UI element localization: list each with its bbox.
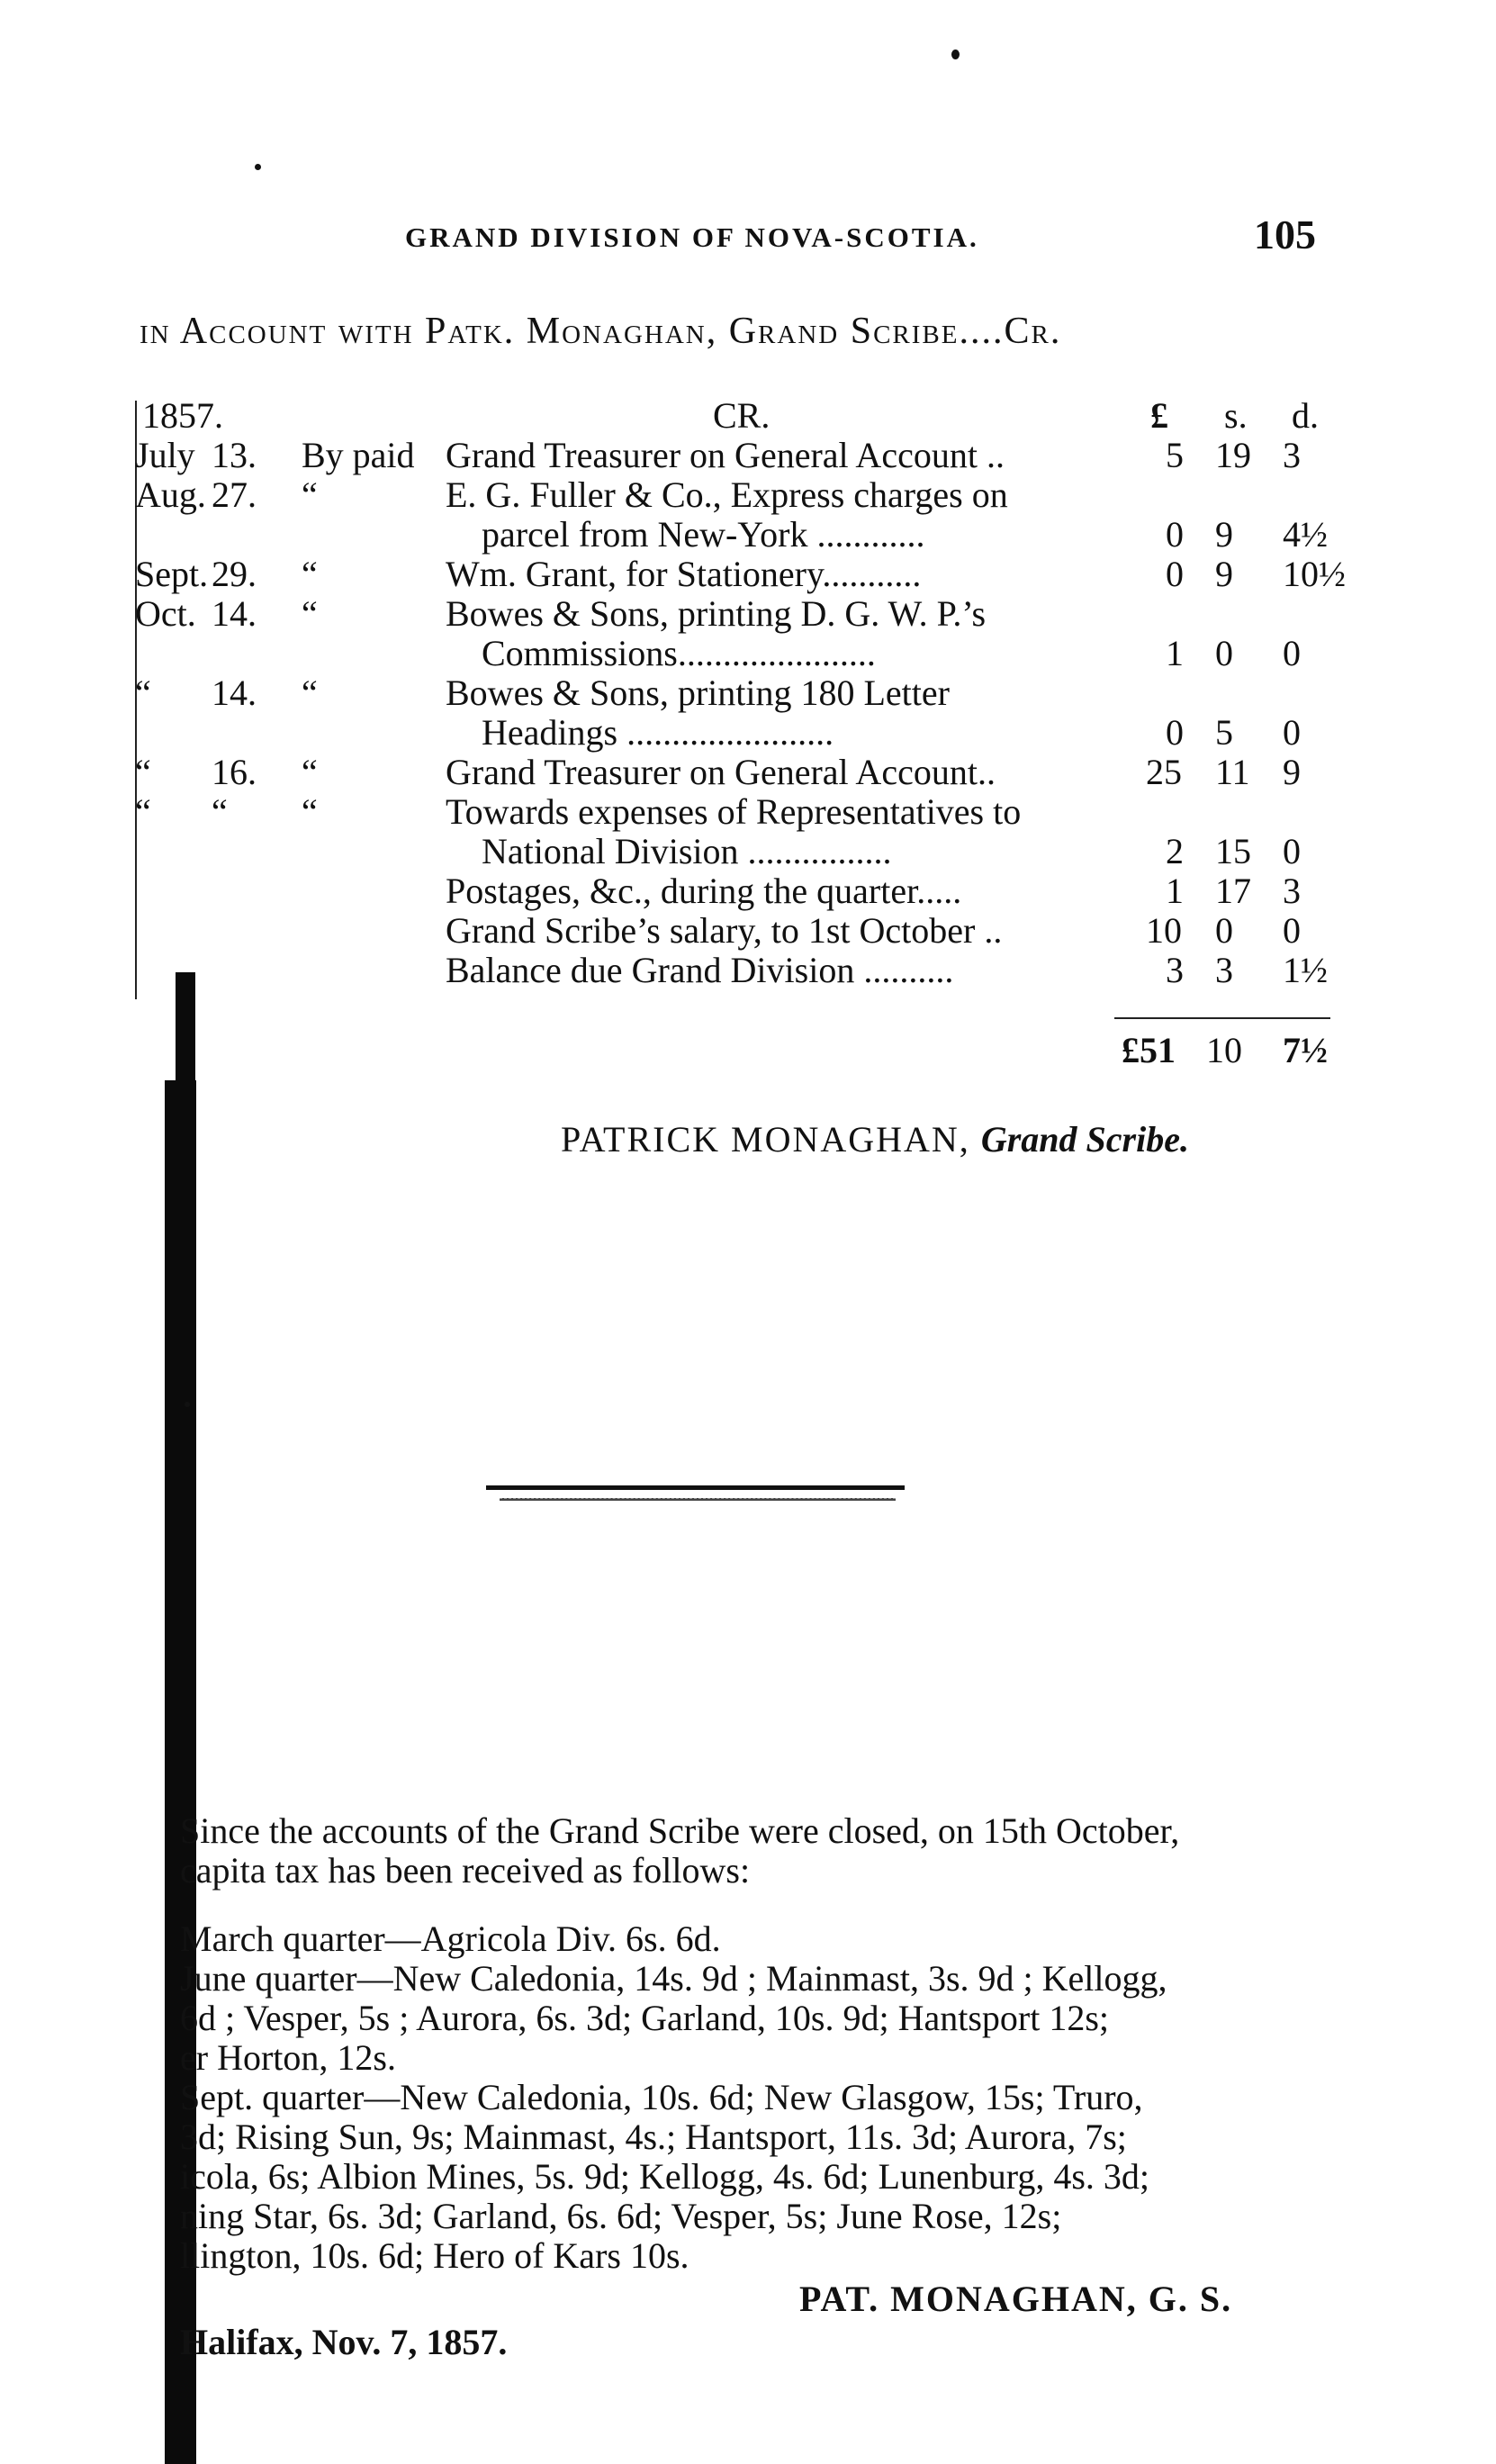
ledger-cell-month: Oct. [135,593,196,634]
ink-speck [951,50,960,59]
note-line: icola, 6s; Albion Mines, 5s. 9d; Kellogg, 4s. 6d; Lunenburg, 4s. 3d; [180,2156,1150,2197]
ledger-cell-text: E. G. Fuller & Co., Express charges on [446,474,1008,515]
ledger-cell-l: 0 [1166,554,1184,594]
ledger-cell-s: 0 [1215,633,1233,673]
ledger-cell-day: 13. [212,435,257,475]
ledger-cell-s: 17 [1215,871,1251,911]
ledger-cell-s: 15 [1215,831,1251,871]
ledger-cell-text: Headings ....................... [482,712,834,753]
ledger-cell-s: 11 [1215,752,1250,792]
ledger-cell-day: 14. [212,593,257,634]
total-rule [1114,1017,1330,1019]
ledger-cell-text: parcel from New-York ............ [482,514,925,555]
note-line: capita tax has been received as follows: [180,1850,751,1891]
place-date: Halifax, Nov. 7, 1857. [180,2322,508,2362]
ledger-cell-d: 0 [1283,831,1301,871]
ledger-title-header: CR. [713,395,771,436]
note-line: Since the accounts of the Grand Scribe were closed, on 15th October, [180,1810,1180,1851]
ledger-cell-day: 16. [212,752,257,792]
ledger-cell-s: 5 [1215,712,1233,753]
total-pence: 7½ [1283,1030,1328,1070]
ledger-cell-text: Postages, &c., during the quarter..... [446,871,962,911]
ledger-cell-day: 27. [212,474,257,515]
ledger-cell-text: Grand Treasurer on General Account.. [446,752,996,792]
ledger-cell-by: “ [302,593,318,634]
ledger-cell-text: Towards expenses of Representatives to [446,791,1022,832]
ledger-cell-text: Commissions...................... [482,633,876,673]
ledger-cell-d: 0 [1283,633,1301,673]
note-line: 3d; Rising Sun, 9s; Mainmast, 4s.; Hantsport, 11s. 3d; Aurora, 7s; [180,2117,1127,2157]
note-signature: PAT. MONAGHAN, G. S. [799,2279,1233,2319]
signature-name: PATRICK MONAGHAN, [561,1119,970,1160]
ledger-cell-s: 0 [1215,910,1233,951]
ledger-cell-day: “ [212,791,228,832]
ledger-cell-month: “ [135,752,151,792]
note-line: llington, 10s. 6d; Hero of Kars 10s. [180,2235,689,2276]
ledger-cell-l: 1 [1166,633,1184,673]
ledger-year-header: 1857. [142,395,223,436]
ledger-cell-text: National Division ................ [482,831,892,871]
ledger-signature [561,1118,1189,1160]
ledger-cell-l: 1 [1166,871,1184,911]
ledger-cell-month: July [135,435,195,475]
ledger-cell-text: Bowes & Sons, printing 180 Letter [446,672,950,713]
note-line: Sept. quarter—New Caledonia, 10s. 6d; New Glasgow, 15s; Truro, [180,2077,1143,2117]
ledger-cell-by: “ [302,554,318,594]
ledger-cell-text: Bowes & Sons, printing D. G. W. P.’s [446,593,987,634]
ledger-cell-l: 0 [1166,712,1184,753]
signature-title: Grand Scribe. [980,1119,1189,1160]
ledger-cell-by: “ [302,474,318,515]
ledger-total-row [135,1031,1350,1931]
ledger-cell-d: 4½ [1283,514,1328,555]
ledger-cell-s: 3 [1215,950,1233,990]
ledger-cell-text: Wm. Grant, for Stationery........... [446,554,922,594]
ledger-cell-text: Balance due Grand Division .......... [446,950,954,990]
ledger-cell-month: Sept. [135,554,209,594]
note-line: June quarter—New Caledonia, 14s. 9d ; Mainmast, 3s. 9d ; Kellogg, [180,1958,1167,1999]
ledger-cell-by: By paid [302,435,415,475]
running-head: GRAND DIVISION OF NOVA-SCOTIA. [405,221,979,253]
ledger-cell-day: 14. [212,672,257,713]
ledger-cell-text: Grand Scribe’s salary, to 1st October .. [446,910,1003,951]
ledger-cell-d: 0 [1283,910,1301,951]
ledger-cell-d: 9 [1283,752,1301,792]
ledger-cell-s: 9 [1215,514,1233,555]
ledger-cell-d: 10½ [1283,554,1346,594]
ledger-cell-d: 3 [1283,871,1301,911]
ledger-cell-day: 29. [212,554,257,594]
ledger-cell-d: 3 [1283,435,1301,475]
note-line: 6d ; Vesper, 5s ; Aurora, 6s. 3d; Garland, 10s. 9d; Hantsport 12s; [180,1998,1110,2038]
ledger-cell-text: Grand Treasurer on General Account .. [446,435,1005,475]
ledger-shillings-header: s. [1224,395,1248,436]
ledger-cell-d: 0 [1283,712,1301,753]
ledger-cell-s: 19 [1215,435,1251,475]
ledger-cell-l: 5 [1166,435,1184,475]
ledger-cell-by: “ [302,791,318,832]
ledger-cell-l: 25 [1146,752,1182,792]
ledger-pounds-header: £ [1150,395,1168,436]
ledger-cell-d: 1½ [1283,950,1328,990]
ledger-cell-l: 2 [1166,831,1184,871]
note-line: er Horton, 12s. [180,2037,396,2078]
note-line: ning Star, 6s. 3d; Garland, 6s. 6d; Vesper, 5s; June Rose, 12s; [180,2196,1062,2236]
ledger-cell-l: 0 [1166,514,1184,555]
page-number: 105 [1254,212,1316,257]
ledger-cell-month: Aug. [135,474,206,515]
ledger-cell-month: “ [135,791,151,832]
note-line: March quarter—Agricola Div. 6s. 6d. [180,1918,721,1959]
section-divider [486,1485,905,1490]
ledger-cell-s: 9 [1215,554,1233,594]
ledger-cell-by: “ [302,752,318,792]
ink-speck [255,164,261,170]
ledger-cell-l: 10 [1146,910,1182,951]
total-pounds: £51 [1122,1030,1176,1070]
ledger-pence-header: d. [1292,395,1319,436]
account-heading: in Account with Patk. Monaghan, Grand Scribe....Cr. [140,311,1062,352]
ledger-cell-by: “ [302,672,318,713]
ledger-cell-l: 3 [1166,950,1184,990]
ledger-cell-month: “ [135,672,151,713]
total-shillings: 10 [1206,1030,1242,1070]
section-divider-thin [500,1498,896,1501]
